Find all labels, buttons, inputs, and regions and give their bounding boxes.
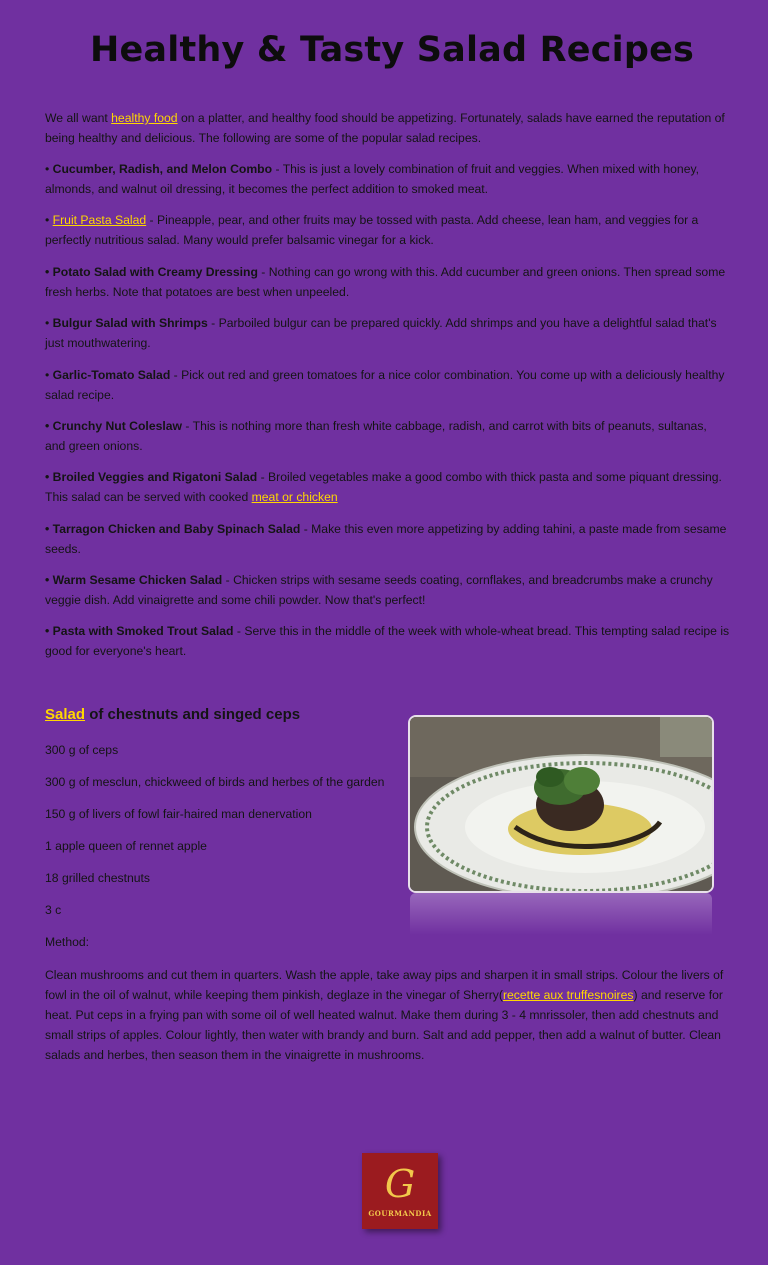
bullet-icon: • — [45, 573, 50, 587]
gourmandia-logo[interactable] — [362, 1153, 438, 1229]
meat-or-chicken-link[interactable]: meat or chicken — [251, 490, 338, 504]
ingredient-item: 18 grilled chestnuts — [45, 871, 151, 885]
salad-link[interactable]: Salad — [45, 706, 86, 723]
recette-link[interactable]: recette aux truffesnoires — [502, 988, 634, 1002]
bullet-icon: • — [45, 470, 50, 484]
bullet-icon: • — [45, 162, 50, 176]
recipe-item — [45, 313, 730, 353]
method-paragraph — [45, 965, 730, 1065]
recipe-name: Potato Salad with Creamy Dressing — [52, 265, 258, 279]
recipe-text: - Chicken strips with sesame seeds coating, cornflakes, and breadcrumbs make a crunchy veggie dish. Add vinaigrette and some chili powder. Now that's perfect! — [45, 573, 713, 607]
bullet-icon: • — [45, 624, 50, 638]
recipe-item — [45, 365, 730, 405]
bullet-icon: • — [45, 316, 50, 330]
healthy-food-link[interactable]: healthy food — [111, 111, 178, 125]
intro-paragraph — [45, 108, 730, 148]
recipe-item — [45, 159, 730, 199]
bullet-icon: • — [45, 419, 50, 433]
recipe-text: - Parboiled bulgur can be prepared quickly. Add shrimps and you have a delightful salad that's just mouthwatering. — [45, 316, 717, 350]
bullet-icon: • — [45, 213, 50, 227]
recipe-name: Bulgur Salad with Shrimps — [52, 316, 208, 330]
bullet-icon: • — [45, 265, 50, 279]
recipe-text: - Pineapple, pear, and other fruits may be tossed with pasta. Add cheese, lean ham, and veggies for a perfectly nutritious salad. Many would prefer balsamic vinegar for a kick. — [45, 213, 699, 247]
recipe-item — [45, 467, 730, 507]
recipe-name: Tarragon Chicken and Baby Spinach Salad — [52, 522, 301, 536]
bullet-icon: • — [45, 522, 50, 536]
recipe-item — [45, 416, 730, 456]
intro-after: on a platter, and healthy food should be appetizing. Fortunately, salads have earned the reputation of being healthy and delicious. The following are some of the popular salad recipes. — [45, 111, 725, 145]
recipe-text: - Pick out red and green tomatoes for a nice color combination. You come up with a deliciously healthy salad recipe. — [45, 368, 725, 402]
intro-before: We all want — [45, 111, 112, 125]
recipe-item — [45, 262, 730, 302]
recipe-text: - Serve this in the middle of the week with whole-wheat bread. This tempting salad recipe is good for everyone's heart. — [45, 624, 730, 658]
recipe-text: - Make this even more appetizing by adding tahini, a paste made from sesame seeds. — [45, 522, 727, 556]
bullet-icon: • — [45, 368, 50, 382]
page-title: Healthy & Tasty Salad Recipes — [90, 30, 695, 70]
ingredient-item: 3 c — [45, 903, 62, 917]
method-label: Method: — [45, 935, 90, 949]
ingredient-item: 300 g of mesclun, chickweed of birds and herbes of the garden — [45, 775, 385, 789]
ingredient-item: 300 g of ceps — [45, 743, 119, 757]
fruit-pasta-salad-link[interactable]: Fruit Pasta Salad — [52, 213, 147, 227]
method-after: ) and reserve for heat. Put ceps in a frying pan with some oil of well heated walnut. Make them during 3 - 4 mnrissoler, then add chestnuts and small strips of apples. Colour lightly, then water with brandy and burn. Salt and add pepper, then add a walnut of butter. Clean salads and herbes, then season them in the vinaigrette in mushrooms. — [45, 988, 723, 1062]
salad-photo — [410, 717, 712, 891]
salad-plate-image — [410, 717, 712, 891]
recipe-item — [45, 621, 730, 661]
recipe-name: Crunchy Nut Coleslaw — [52, 419, 183, 433]
recipe-name: Pasta with Smoked Trout Salad — [52, 624, 234, 638]
recipe-text: - Nothing can go wrong with this. Add cucumber and green onions. Then spread some fresh herbs. Note that potatoes are best when unpeeled. — [45, 265, 726, 299]
photo-reflection — [410, 893, 712, 935]
recipe-item — [45, 210, 730, 250]
recipe-item — [45, 570, 730, 610]
recipe-item — [45, 519, 730, 559]
recipe-text: - This is nothing more than fresh white cabbage, radish, and carrot with bits of peanuts, sultanas, and green onions. — [45, 419, 707, 453]
section-heading — [45, 706, 300, 723]
recipe-name: Cucumber, Radish, and Melon Combo — [52, 162, 273, 176]
recipe-name: Garlic-Tomato Salad — [52, 368, 171, 382]
method-before: Clean mushrooms and cut them in quarters. Wash the apple, take away pips and sharpen it in small strips. Colour the livers of fowl in the oil of walnut, while keeping them pinkish, deglaze in the vinegar of Sherry( — [45, 968, 724, 1002]
ingredient-item: 150 g of livers of fowl fair-haired man denervation — [45, 807, 312, 821]
logo-brand: GOURMANDIA — [368, 1209, 432, 1218]
recipe-text: - Broiled vegetables make a good combo with thick pasta and some piquant dressing. This salad can be served with cooked — [45, 470, 722, 504]
logo-glyph: G — [384, 1162, 416, 1206]
section-title: of chestnuts and singed ceps — [85, 706, 301, 723]
recipe-name: Broiled Veggies and Rigatoni Salad — [52, 470, 258, 484]
ingredient-item: 1 apple queen of rennet apple — [45, 839, 207, 853]
recipe-name: Warm Sesame Chicken Salad — [52, 573, 223, 587]
recipe-text: - This is just a lovely combination of fruit and veggies. When mixed with honey, almonds, and walnut oil dressing, it becomes the perfect addition to smoked meat. — [45, 162, 700, 196]
